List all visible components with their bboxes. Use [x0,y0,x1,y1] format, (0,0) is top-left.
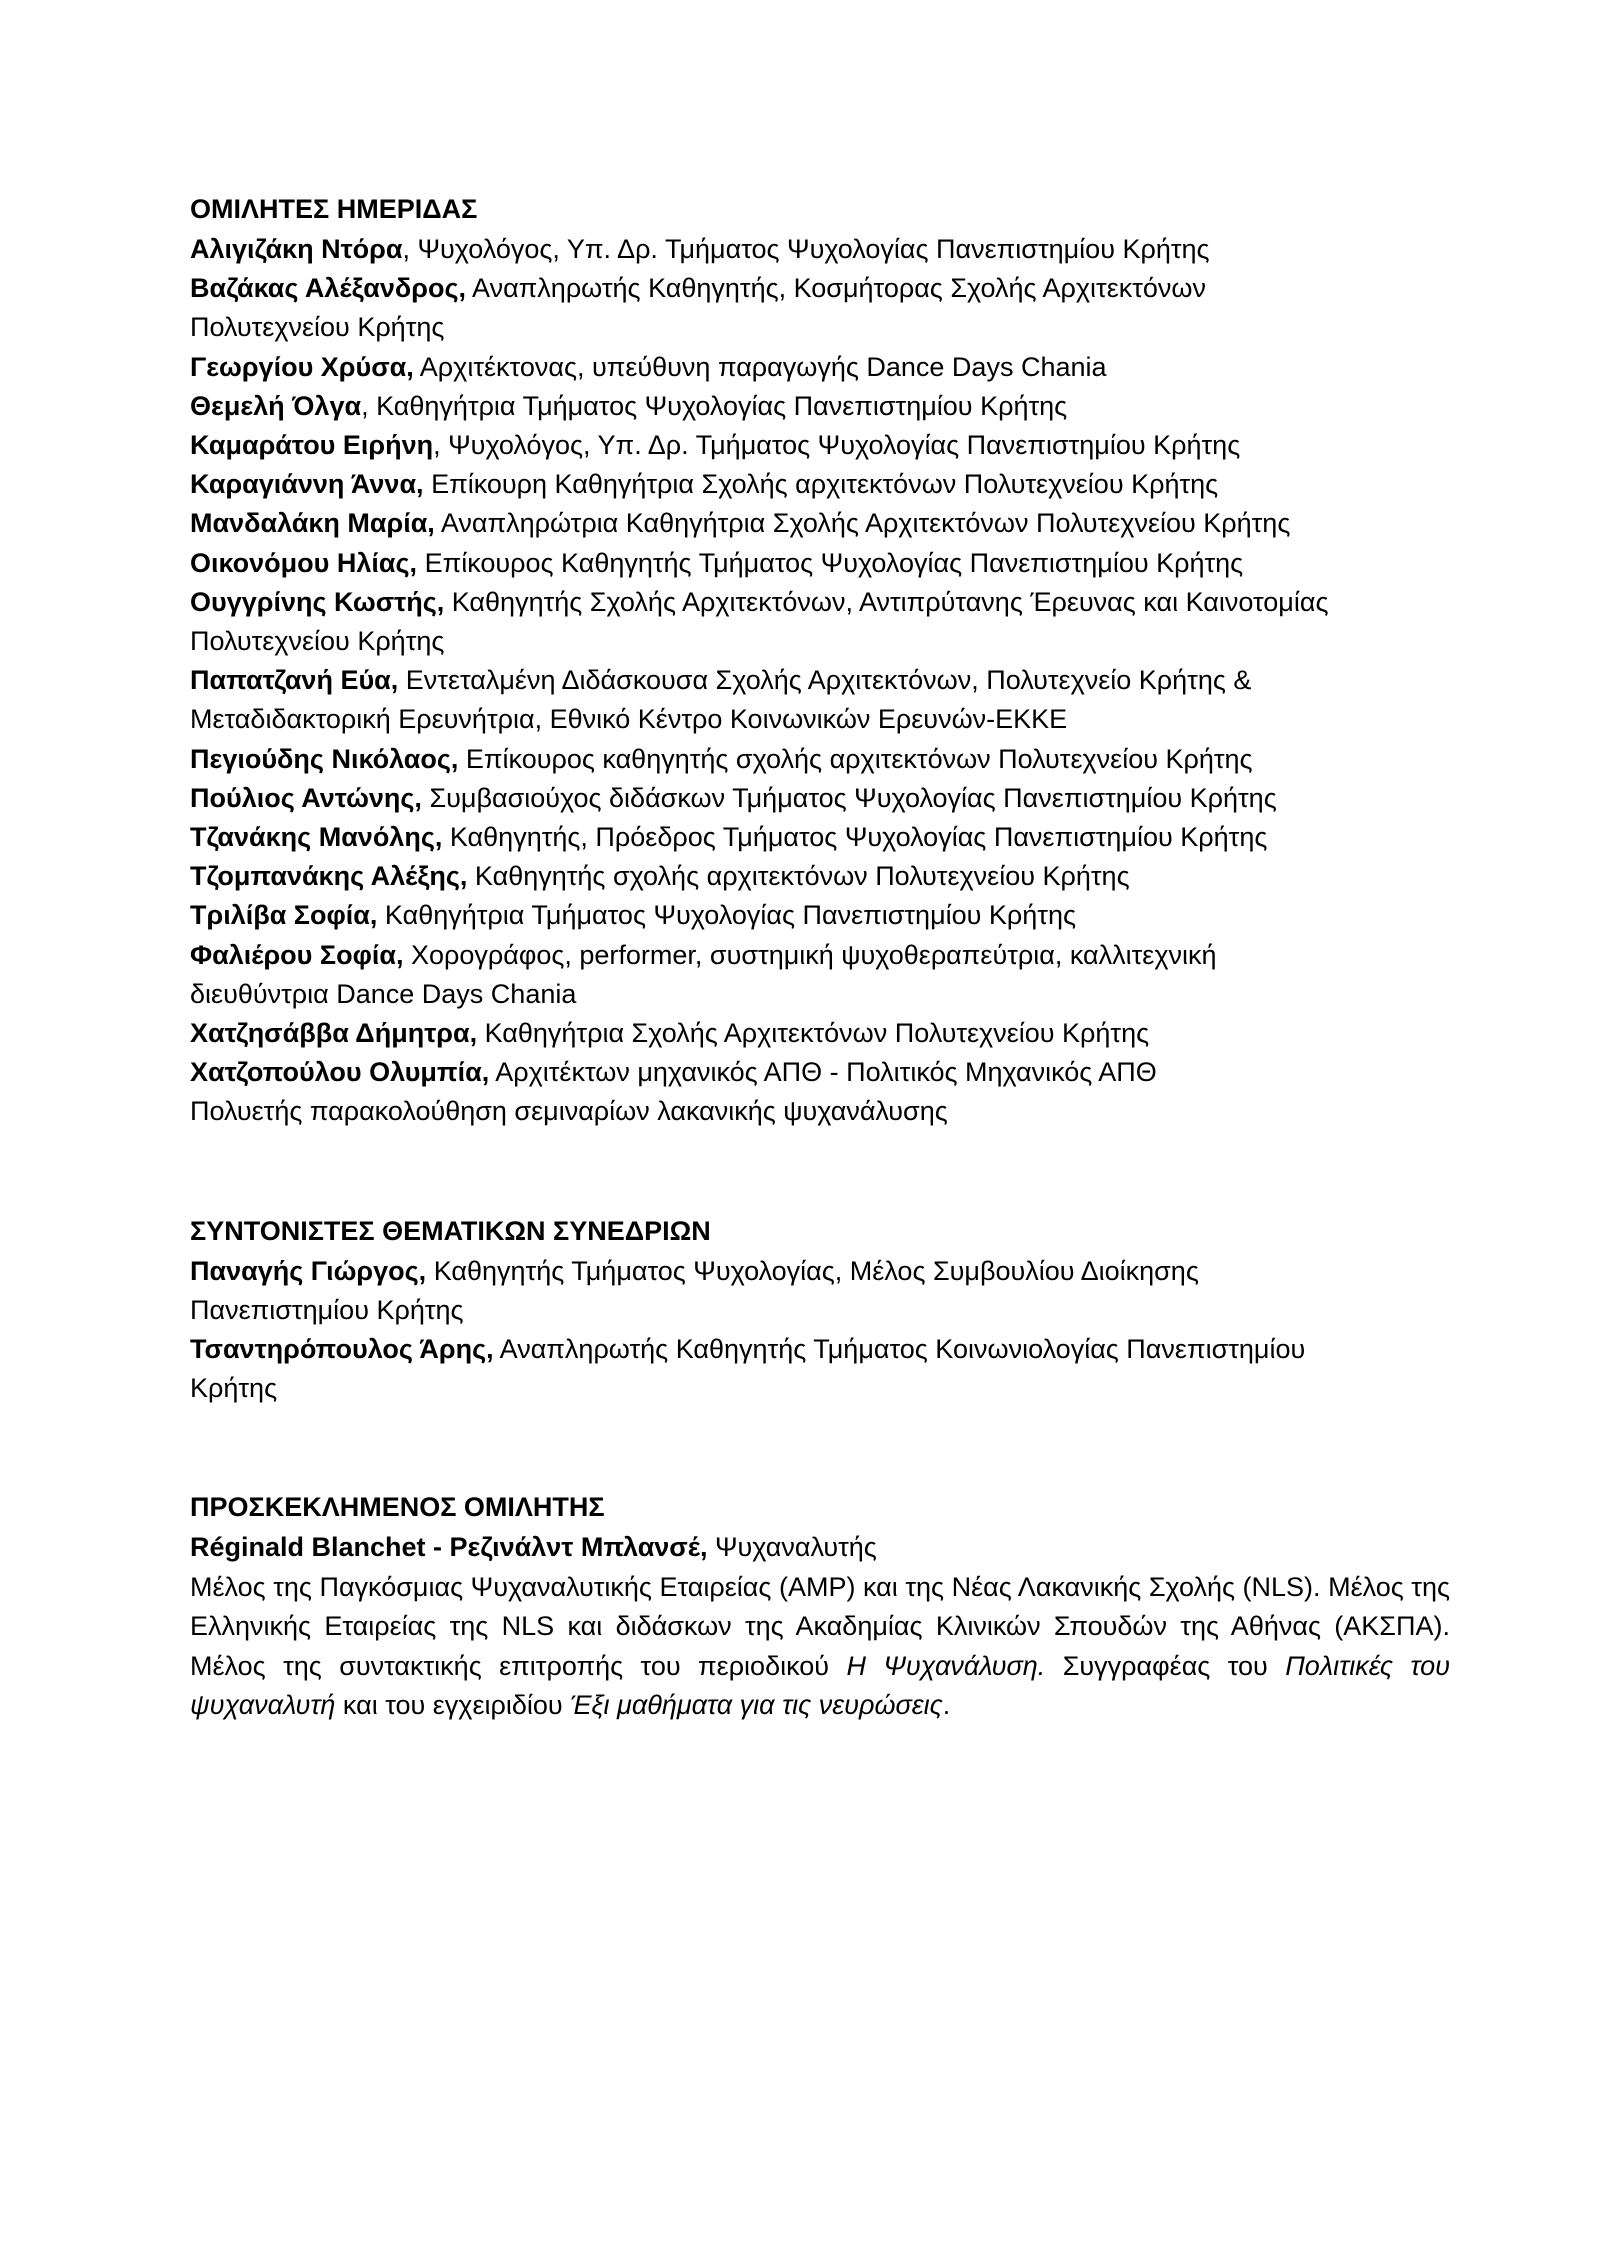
person-entry [190,465,1450,504]
person-description: Καθηγήτρια Σχολής Αρχιτεκτόνων Πολυτεχνείου Κρήτης [477,1018,1150,1049]
invited-heading: ΠΡΟΣΚΕΚΛΗΜΕΝΟΣ ΟΜΙΛΗΤΗΣ [190,1492,605,1523]
person-name: Χατζησάββα Δήμητρα, [190,1018,478,1049]
person-entry [190,740,1450,779]
document-page [190,188,1450,1726]
person-entry [190,544,1450,583]
person-entry [190,857,1450,896]
bio-text: Συγγραφέας του [1045,1650,1286,1681]
person-entry [190,818,1450,857]
person-description: , Καθηγήτρια Τμήματος Ψυχολογίας Πανεπιστημίου Κρήτης [361,390,1068,421]
person-description: Καθηγητής Τμήματος Ψυχολογίας, Μέλος Συμβουλίου Διοίκησης [426,1255,1199,1286]
person-entry [190,936,1450,1014]
person-name: Τσαντηρόπουλος Άρης, [190,1334,494,1365]
person-entry [190,583,1450,661]
person-name: Καραγιάννη Άννα, [190,469,424,500]
person-entry [190,1014,1450,1053]
person-description: Καθηγητής Σχολής Αρχιτεκτόνων, Αντιπρύτανης Έρευνας και Καινοτομίας [444,586,1329,617]
person-description: Αρχιτέκτων μηχανικός ΑΠΘ - Πολιτικός Μηχανικός ΑΠΘ [489,1057,1157,1088]
person-entry [190,1053,1450,1131]
person-description: Καθηγητής σχολής αρχιτεκτόνων Πολυτεχνείου Κρήτης [467,861,1130,892]
person-description: Καθηγήτρια Τμήματος Ψυχολογίας Πανεπιστημίου Κρήτης [377,900,1076,931]
person-entry [190,387,1450,426]
person-entry [190,1252,1450,1330]
speakers-section [190,188,1450,1132]
person-name: Οικονόμου Ηλίας, [190,547,418,578]
journal-title: Η Ψυχανάλυση. [846,1650,1046,1681]
person-description-continued: Πολυτεχνείου Κρήτης [190,626,445,657]
person-description: Αναπληρωτής Καθηγητής Τμήματος Κοινωνιολογίας Πανεπιστημίου [493,1334,1306,1365]
person-description: Εντεταλμένη Διδάσκουσα Σχολής Αρχιτεκτόνων, Πολυτεχνείο Κρήτης & [398,665,1252,696]
invited-speaker-entry [190,1528,1450,1567]
person-name: Φαλιέρου Σοφία, [190,939,404,970]
person-description: Συμβασιούχος διδάσκων Τμήματος Ψυχολογίας Πανεπιστημίου Κρήτης [421,782,1277,813]
coordinators-section [190,1210,1450,1409]
person-name: Βαζάκας Αλέξανδρος, [190,273,467,304]
person-description: Χορογράφος, performer, συστημική ψυχοθεραπεύτρια, καλλιτεχνική [403,939,1217,970]
person-description-continued: Κρήτης [190,1373,278,1404]
person-name: Χατζοπούλου Ολυμπία, [190,1057,490,1088]
person-entry [190,896,1450,935]
person-name: Πεγιούδης Νικόλαος, [190,743,459,774]
person-entry [190,504,1450,543]
person-description: , Ψυχολόγος, Υπ. Δρ. Τμήματος Ψυχολογίας Πανεπιστημίου Κρήτης [402,234,1210,264]
person-name: Τζανάκης Μανόλης, [190,822,443,853]
person-description-continued: Πολυετής παρακολούθηση σεμιναρίων λακανικής ψυχανάλυσης [190,1096,948,1127]
speakers-list [190,230,1450,1132]
book-title: Έξι μαθήματα για τις νευρώσεις [570,1690,943,1721]
person-name: Ουγγρίνης Κωστής, [190,586,445,617]
person-name: Θεμελή Όλγα [190,390,362,421]
person-description-continued: Μεταδιδακτορική Ερευνήτρια, Εθνικό Κέντρο Κοινωνικών Ερευνών-ΕΚΚΕ [190,704,1068,735]
person-name: Παπατζανή Εύα, [190,665,399,696]
invited-section [190,1486,1450,1725]
bio-text: και του εγχειριδίου [335,1690,571,1721]
person-entry [190,779,1450,818]
person-name: Τζομπανάκης Αλέξης, [190,861,468,892]
coordinators-list [190,1252,1450,1409]
person-description-continued: Πολυτεχνείου Κρήτης [190,312,445,343]
person-description: Επίκουρος καθηγητής σχολής αρχιτεκτόνων Πολυτεχνείου Κρήτης [458,743,1253,774]
person-name: Γεωργίου Χρύσα, [190,351,414,382]
person-name: Καμαράτου Ειρήνη [190,430,434,461]
person-entry [190,1330,1450,1408]
invited-speaker-role: Ψυχαναλυτής [707,1532,877,1563]
person-entry [190,230,1450,269]
bio-text: . [942,1690,951,1721]
person-entry [190,269,1450,347]
bio-text: Μέλος της Παγκόσμιας Ψυχαναλυτικής Εταιρείας (AMP) και της Νέας Λακανικής Σχολής (NLS). Μέλος της Ελληνικής Εταιρείας της NLS και διδάσκων της Ακαδημίας Κλινικών Σπουδών της Αθήνας (ΑΚΣΠΑ). Μέλος της συντακτικής επιτροπής του περιοδικού [190,1571,1450,1681]
person-entry [190,661,1450,739]
person-name: Μανδαλάκη Μαρία, [190,508,435,539]
invited-speaker-name: Réginald Blanchet - Ρεζινάλντ Μπλανσέ, [190,1532,708,1563]
person-description-continued: Πανεπιστημίου Κρήτης [190,1294,464,1325]
person-description-continued: διευθύντρια Dance Days Chania [190,978,577,1009]
person-name: Τριλίβα Σοφία, [190,900,378,931]
person-name: Πούλιος Αντώνης, [190,782,422,813]
person-description: Καθηγητής, Πρόεδρος Τμήματος Ψυχολογίας Πανεπιστημίου Κρήτης [442,822,1268,853]
person-entry [190,348,1450,387]
coordinators-heading: ΣΥΝΤΟΝΙΣΤΕΣ ΘΕΜΑΤΙΚΩΝ ΣΥΝΕΔΡΙΩΝ [190,1215,711,1246]
person-description: , Ψυχολόγος, Υπ. Δρ. Τμήματος Ψυχολογίας Πανεπιστημίου Κρήτης [433,430,1241,461]
section-spacer [190,1132,1450,1210]
speakers-heading: ΟΜΙΛΗΤΕΣ ΗΜΕΡΙΔΑΣ [190,194,478,224]
person-description: Αρχιτέκτονας, υπεύθυνη παραγωγής Dance Days Chania [413,351,1107,382]
person-name: Παναγής Γιώργος, [190,1255,427,1286]
person-description: Επίκουρος Καθηγητής Τμήματος Ψυχολογίας Πανεπιστημίου Κρήτης [417,547,1244,578]
person-description: Αναπληρώτρια Καθηγήτρια Σχολής Αρχιτεκτόνων Πολυτεχνείου Κρήτης [434,508,1291,539]
book-title: Πολιτικές του ψυχαναλυτή [190,1650,1450,1721]
invited-speaker-bio [190,1568,1450,1726]
person-description: Αναπληρωτής Καθηγητής, Κοσμήτορας Σχολής Αρχιτεκτόνων [466,273,1206,304]
person-name: Αλιγιζάκη Ντόρα [190,234,403,264]
section-spacer [190,1408,1450,1486]
person-description: Επίκουρη Καθηγήτρια Σχολής αρχιτεκτόνων Πολυτεχνείου Κρήτης [423,469,1219,500]
person-entry [190,426,1450,465]
